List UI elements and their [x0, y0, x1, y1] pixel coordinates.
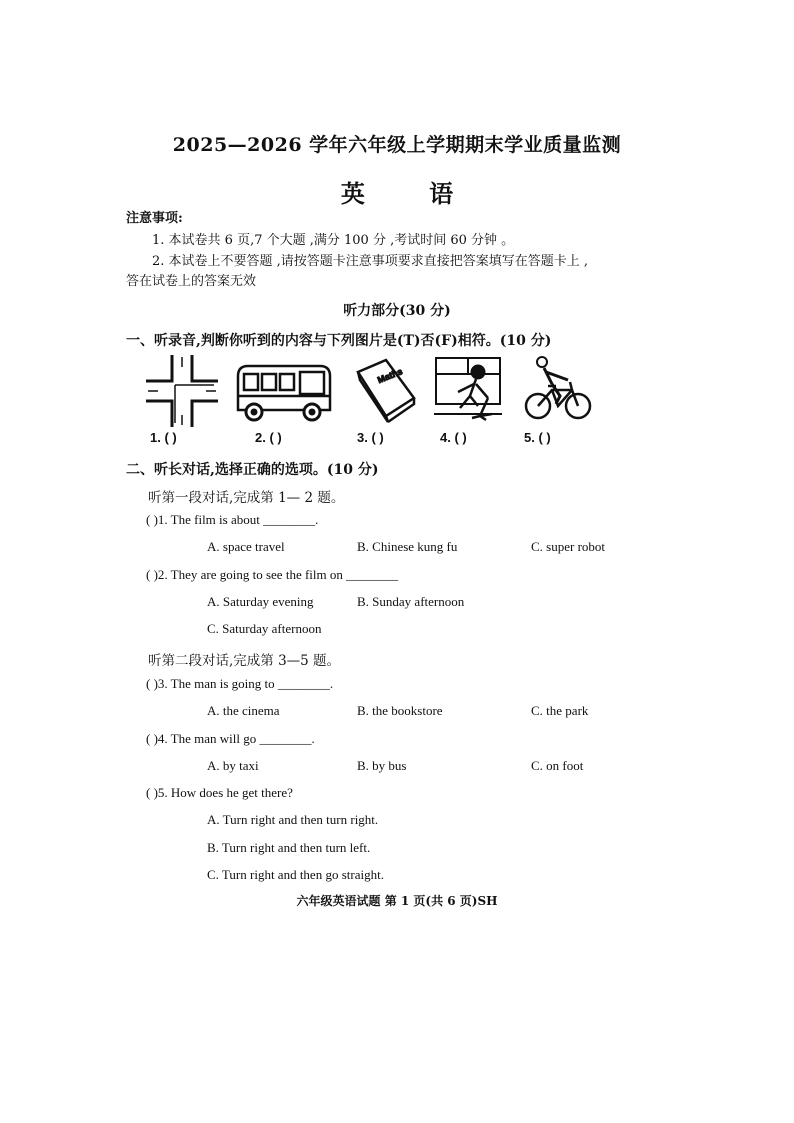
- q5-option-c: C. Turn right and then go straight.: [207, 867, 384, 882]
- book-icon: [352, 356, 420, 424]
- q2-option-b: B. Sunday afternoon: [357, 594, 465, 609]
- exam-title: 2025—2026 学年六年级上学期期末学业质量监测: [172, 134, 622, 156]
- q5-option-b: B. Turn right and then turn left.: [207, 840, 371, 855]
- boy-sweeping-icon: [432, 354, 504, 422]
- crossroads-icon: [146, 355, 218, 427]
- q3-option-c: C. the park: [531, 703, 589, 718]
- dialogue1-intro: 听第一段对话,完成第 1— 2 题。: [148, 490, 345, 506]
- note-item-1: 1. 本试卷共 6 页,7 个大题 ,满分 100 分 ,考试时间 60 分钟 。: [152, 233, 515, 248]
- q3-option-a: A. the cinema: [207, 703, 280, 718]
- subject-title: 英 语: [340, 179, 482, 208]
- q1-option-a: A. space travel: [207, 539, 285, 554]
- q1-option-b: B. Chinese kung fu: [357, 539, 458, 554]
- note-item-2: 2. 本试卷上不要答题 ,请按答题卡注意事项要求直接把答案填写在答题卡上 ,: [152, 254, 589, 269]
- question-3: ( )3. The man is going to ________.: [146, 676, 334, 691]
- notes-heading: 注意事项:: [126, 211, 183, 226]
- picture-4-answer[interactable]: 4. ( ): [440, 430, 467, 445]
- dialogue2-intro: 听第二段对话,完成第 3—5 题。: [148, 653, 341, 669]
- question-1: ( )1. The film is about ________.: [146, 512, 319, 527]
- page-footer: 六年级英语试题 第 1 页(共 6 页)SH: [296, 894, 498, 908]
- picture-5-answer[interactable]: 5. ( ): [524, 430, 551, 445]
- q4-option-c: C. on foot: [531, 758, 584, 773]
- part2-heading: 二、听长对话,选择正确的选项。(10 分): [126, 462, 379, 478]
- question-2: ( )2. They are going to see the film on ________: [146, 567, 399, 582]
- bicycle-rider-icon: [522, 356, 594, 424]
- q4-option-b: B. by bus: [357, 758, 407, 773]
- picture-1-answer[interactable]: 1. ( ): [150, 430, 177, 445]
- question-4: ( )4. The man will go ________.: [146, 731, 315, 746]
- q4-option-a: A. by taxi: [207, 758, 259, 773]
- question-5: ( )5. How does he get there?: [146, 785, 293, 800]
- note-item-3: 答在试卷上的答案无效: [126, 274, 257, 289]
- q1-option-c: C. super robot: [531, 539, 606, 554]
- q5-option-a: A. Turn right and then turn right.: [207, 812, 379, 827]
- q2-option-a: A. Saturday evening: [207, 594, 314, 609]
- listening-section-title: 听力部分(30 分): [343, 303, 451, 319]
- book-label: Maths: [376, 366, 404, 386]
- bus-icon: [232, 362, 336, 422]
- q2-option-c: C. Saturday afternoon: [207, 621, 322, 636]
- part1-heading: 一、听录音,判断你听到的内容与下列图片是(T)否(F)相符。(10 分): [126, 333, 552, 349]
- q3-option-b: B. the bookstore: [357, 703, 443, 718]
- picture-3-answer[interactable]: 3. ( ): [357, 430, 384, 445]
- picture-2-answer[interactable]: 2. ( ): [255, 430, 282, 445]
